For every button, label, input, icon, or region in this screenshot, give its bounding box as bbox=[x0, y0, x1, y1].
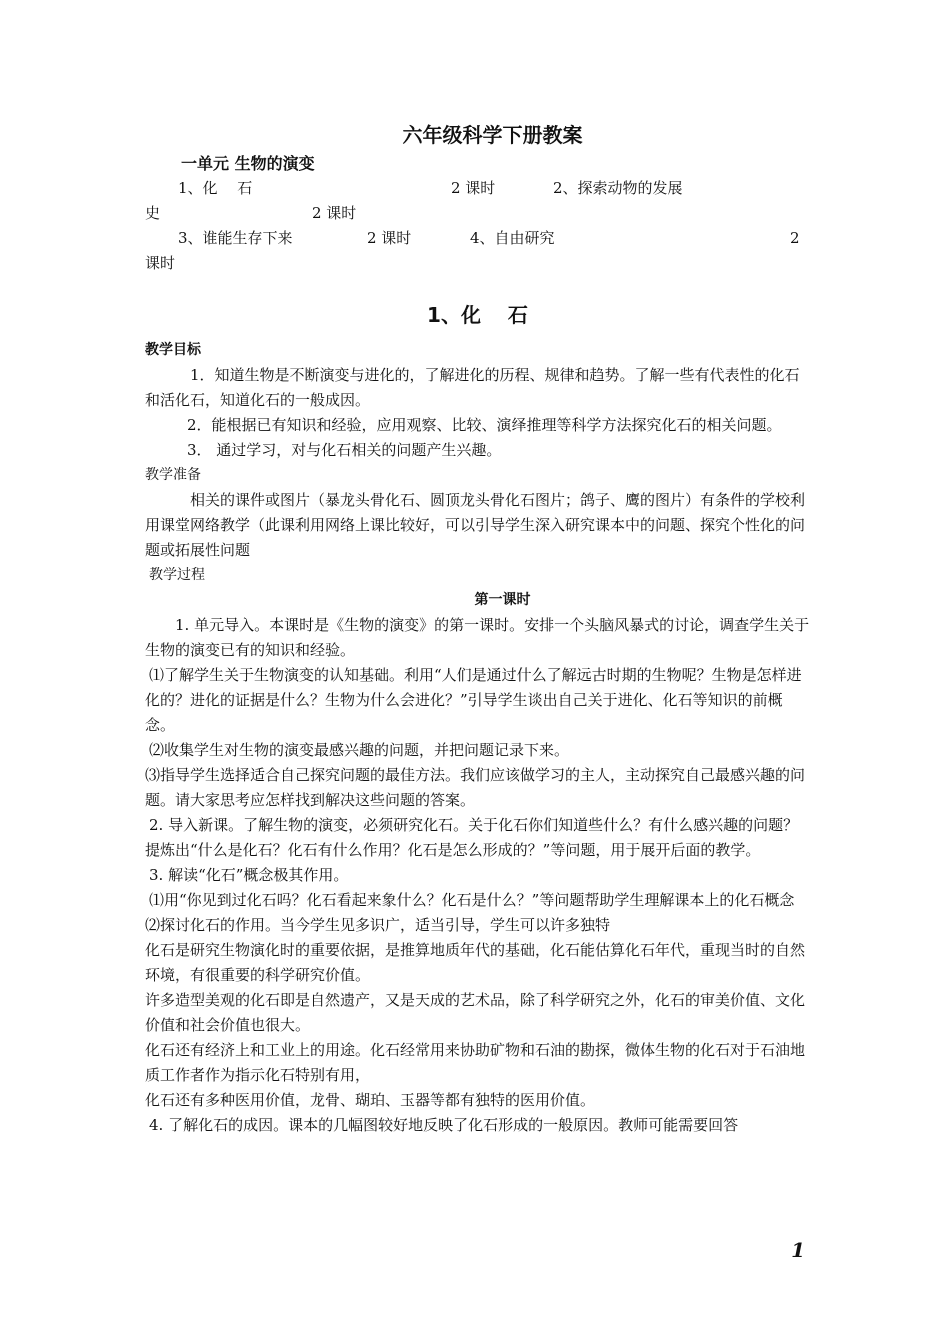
schedule-row bbox=[145, 226, 810, 251]
paragraph: ⑵收集学生对生物的演变最感兴趣的问题，并把问题记录下来。 bbox=[149, 741, 570, 759]
unit-title: 一单元 生物的演变 bbox=[181, 154, 315, 173]
paragraph: 化石还有经济上和工业上的用途。化石经常用来协助矿物和石油的勘探，微体生物的化石对于石油地质工作者作为指示化石特别有用， bbox=[145, 1041, 806, 1084]
paragraph: 2. 导入新课。了解生物的演变，必须研究化石。关于化石你们知道些什么？有什么感兴趣的问题？提炼出“什么是化石？化石有什么作用？化石是怎么形成的？”等问题，用于展开后面的教学。 bbox=[145, 816, 799, 859]
paragraph: 化石还有多种医用价值，龙骨、瑚珀、玉器等都有独特的医用价值。 bbox=[145, 1091, 596, 1109]
prep-text: 相关的课件或图片（暴龙头骨化石、圆顶龙头骨化石图片；鸽子、鹰的图片）有条件的学校利用课堂网络教学（此课利用网络上课比较好，可以引导学生深入研究课本中的问题、探究个性化的问题或拓展性问题 bbox=[145, 491, 806, 559]
schedule-hours: 2 课时 bbox=[367, 229, 412, 247]
paragraph: 4. 了解化石的成因。课本的几幅图较好地反映了化石形成的一般原因。教师可能需要回答 bbox=[149, 1116, 739, 1134]
goal-item: 2．能根据已有知识和经验，应用观察、比较、演绎推理等科学方法探究化石的相关问题。 bbox=[187, 416, 782, 434]
document-content bbox=[145, 118, 810, 1138]
paragraph: 许多造型美观的化石即是自然遗产，又是天成的艺术品，除了科学研究之外，化石的审美价值、文化价值和社会价值也很大。 bbox=[145, 991, 806, 1034]
process-heading: 教学过程 bbox=[149, 567, 205, 583]
schedule-hours: 2 课时 bbox=[451, 179, 496, 197]
page-number: 1 bbox=[791, 1238, 805, 1262]
goal-item: 1．知道生物是不断演变与进化的，了解进化的历程、规律和趋势。了解一些有代表性的化石和活化石，知道化石的一般成因。 bbox=[145, 366, 800, 409]
document-title: 六年级科学下册教案 bbox=[402, 123, 583, 147]
paragraph: ⑴用“你见到过化石吗？化石看起来象什么？化石是什么？”等问题帮助学生理解课本上的化石概念 bbox=[149, 891, 795, 909]
lesson-title: 1、化 石 bbox=[427, 303, 528, 327]
period-title: 第一课时 bbox=[474, 592, 531, 608]
prep-heading: 教学准备 bbox=[145, 467, 201, 483]
paragraph: 3. 解读“化石”概念极其作用。 bbox=[149, 866, 349, 884]
paragraph: ⑵探讨化石的作用。当今学生见多识广，适当引导，学生可以许多独特 bbox=[145, 916, 611, 934]
schedule-item: 史 bbox=[145, 204, 161, 222]
schedule-row bbox=[145, 176, 810, 201]
schedule-hours: 课时 bbox=[145, 254, 176, 272]
schedule-row bbox=[145, 201, 810, 226]
schedule-item: 2、探索动物的发展 bbox=[553, 179, 683, 197]
schedule-hours: 2 bbox=[790, 229, 800, 247]
schedule-hours: 2 课时 bbox=[312, 204, 357, 222]
paragraph: ⑴了解学生关于生物演变的认知基础。利用“人们是通过什么了解远古时期的生物呢？生物是怎样进化的？进化的证据是什么？生物为什么会进化？”引导学生谈出自己关于进化、化石等知识的前概念。 bbox=[145, 666, 802, 734]
schedule-item: 4、自由研究 bbox=[470, 229, 555, 247]
goal-item: 3． 通过学习，对与化石相关的问题产生兴趣。 bbox=[187, 441, 502, 459]
schedule-item: 1、化 石 bbox=[178, 179, 253, 197]
paragraph: 化石是研究生物演化时的重要依据，是推算地质年代的基础，化石能估算化石年代，重现当时的自然环境，有很重要的科学研究价值。 bbox=[145, 941, 806, 984]
paragraph: ⑶指导学生选择适合自己探究问题的最佳方法。我们应该做学习的主人，主动探究自己最感兴趣的问题。请大家思考应怎样找到解决这些问题的答案。 bbox=[145, 766, 806, 809]
paragraph: 1. 单元导入。本课时是《生物的演变》的第一课时。安排一个头脑风暴式的讨论，调查学生关于生物的演变已有的知识和经验。 bbox=[145, 616, 810, 659]
schedule-row bbox=[145, 251, 810, 276]
schedule-item: 3、谁能生存下来 bbox=[178, 229, 293, 247]
goals-heading: 教学目标 bbox=[145, 342, 201, 358]
